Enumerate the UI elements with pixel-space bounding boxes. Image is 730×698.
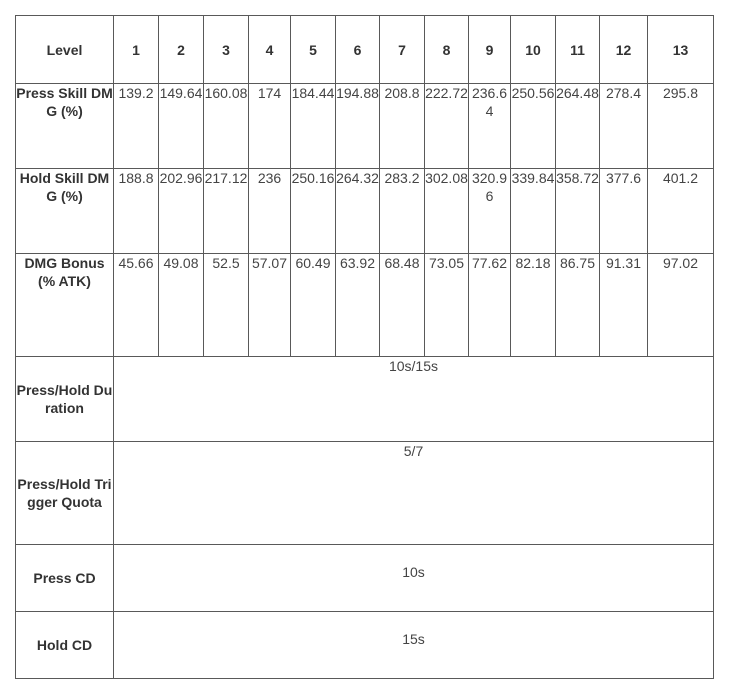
trigger-quota-label: Press/Hold Trigger Quota (16, 442, 114, 545)
dmg-bonus-cell: 97.02 (648, 254, 714, 357)
dmg-bonus-cell: 68.48 (380, 254, 425, 357)
duration-row (16, 357, 714, 442)
hold-skill-dmg-cell: 202.96 (159, 169, 204, 254)
press-skill-dmg-cell: 250.56 (511, 84, 556, 169)
dmg-bonus-cell: 52.5 (204, 254, 249, 357)
press-skill-dmg-cell: 295.8 (648, 84, 714, 169)
trigger-quota-value: 5/7 (114, 442, 714, 545)
press-cd-label: Press CD (16, 545, 114, 612)
dmg-bonus-cell: 45.66 (114, 254, 159, 357)
dmg-bonus-cell: 77.62 (469, 254, 511, 357)
hold-skill-dmg-cell: 264.32 (336, 169, 380, 254)
hold-skill-dmg-cell: 188.8 (114, 169, 159, 254)
press-cd-row (16, 545, 714, 612)
press-skill-dmg-cell: 264.48 (556, 84, 600, 169)
hold-skill-dmg-cell: 236 (249, 169, 291, 254)
press-skill-dmg-cell: 149.64 (159, 84, 204, 169)
dmg-bonus-cell: 60.49 (291, 254, 336, 357)
duration-value: 10s/15s (114, 357, 714, 442)
level-header-cell: 5 (291, 16, 336, 84)
trigger-quota-row (16, 442, 714, 545)
hold-skill-dmg-cell: 320.96 (469, 169, 511, 254)
skill-stats-table (15, 15, 714, 679)
level-header-label: Level (16, 16, 114, 84)
hold-skill-dmg-cell: 358.72 (556, 169, 600, 254)
hold-cd-row (16, 612, 714, 679)
press-skill-dmg-cell: 160.08 (204, 84, 249, 169)
press-skill-dmg-cell: 222.72 (425, 84, 469, 169)
hold-skill-dmg-cell: 401.2 (648, 169, 714, 254)
press-skill-dmg-cell: 139.2 (114, 84, 159, 169)
dmg-bonus-cell: 49.08 (159, 254, 204, 357)
press-skill-dmg-cell: 208.8 (380, 84, 425, 169)
level-header-cell: 10 (511, 16, 556, 84)
dmg-bonus-cell: 86.75 (556, 254, 600, 357)
hold-skill-dmg-cell: 250.16 (291, 169, 336, 254)
press-skill-dmg-cell: 174 (249, 84, 291, 169)
dmg-bonus-label: DMG Bonus (% ATK) (16, 254, 114, 357)
press-skill-dmg-label: Press Skill DMG (%) (16, 84, 114, 169)
level-header-cell: 3 (204, 16, 249, 84)
dmg-bonus-cell: 82.18 (511, 254, 556, 357)
level-header-cell: 1 (114, 16, 159, 84)
hold-skill-dmg-cell: 283.2 (380, 169, 425, 254)
hold-skill-dmg-cell: 302.08 (425, 169, 469, 254)
hold-skill-dmg-cell: 217.12 (204, 169, 249, 254)
hold-cd-value: 15s (114, 612, 714, 679)
level-header-cell: 12 (600, 16, 648, 84)
press-skill-dmg-cell: 184.44 (291, 84, 336, 169)
level-header-cell: 8 (425, 16, 469, 84)
dmg-bonus-cell: 73.05 (425, 254, 469, 357)
level-header-row (16, 16, 714, 84)
level-header-cell: 13 (648, 16, 714, 84)
press-cd-value: 10s (114, 545, 714, 612)
dmg-bonus-cell: 63.92 (336, 254, 380, 357)
hold-skill-dmg-cell: 339.84 (511, 169, 556, 254)
hold-cd-label: Hold CD (16, 612, 114, 679)
dmg-bonus-cell: 91.31 (600, 254, 648, 357)
hold-skill-dmg-label: Hold Skill DMG (%) (16, 169, 114, 254)
press-skill-dmg-cell: 236.64 (469, 84, 511, 169)
press-skill-dmg-cell: 278.4 (600, 84, 648, 169)
hold-skill-dmg-cell: 377.6 (600, 169, 648, 254)
level-header-cell: 11 (556, 16, 600, 84)
dmg-bonus-row (16, 254, 714, 357)
level-header-cell: 6 (336, 16, 380, 84)
hold-skill-dmg-row (16, 169, 714, 254)
dmg-bonus-cell: 57.07 (249, 254, 291, 357)
level-header-cell: 4 (249, 16, 291, 84)
press-skill-dmg-cell: 194.88 (336, 84, 380, 169)
level-header-cell: 7 (380, 16, 425, 84)
level-header-cell: 9 (469, 16, 511, 84)
press-skill-dmg-row (16, 84, 714, 169)
duration-label: Press/Hold Duration (16, 357, 114, 442)
level-header-cell: 2 (159, 16, 204, 84)
